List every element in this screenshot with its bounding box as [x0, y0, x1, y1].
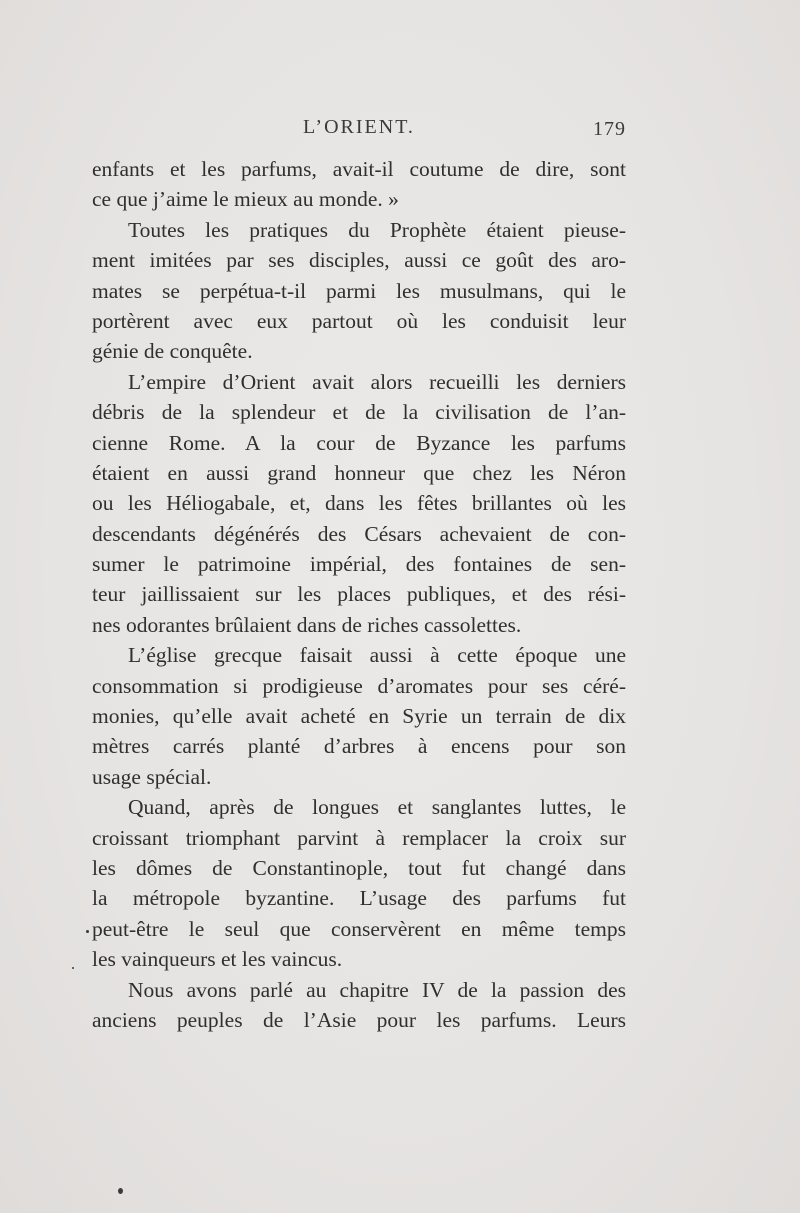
text-line: les dômes de Constantinople, tout fut changé dans — [92, 855, 626, 880]
text-line: Quand, après de longues et sanglantes luttes, le — [128, 795, 626, 820]
text-line: anciens peuples de l’Asie pour les parfums. Leurs — [92, 1007, 626, 1032]
text-line: peut-être le seul que conservèrent en même temps — [92, 916, 626, 941]
text-line: ou les Héliogabale, et, dans les fêtes brillantes où les — [92, 491, 626, 516]
text-line: usage spécial. — [92, 764, 212, 789]
body-text — [92, 154, 626, 1035]
text-line: L’église grecque faisait aussi à cette époque une — [128, 643, 626, 668]
text-line: descendants dégénérés des Césars achevaient de con- — [92, 521, 626, 546]
text-line: sumer le patrimoine impérial, des fontaines de sen- — [92, 552, 626, 577]
text-line: ce que j’aime le mieux au monde. » — [92, 187, 399, 212]
running-title: L’ORIENT. — [303, 116, 415, 138]
text-line: enfants et les parfums, avait-il coutume de dire, sont — [92, 157, 626, 181]
text-line: les vainqueurs et les vaincus. — [92, 947, 343, 972]
text-line: cienne Rome. A la cour de Byzance les parfums — [92, 430, 626, 455]
text-line: la métropole byzantine. L’usage des parfums fut — [92, 886, 626, 911]
text-line: débris de la splendeur et de la civilisation de l’an- — [92, 400, 626, 425]
text-line: consommation si prodigieuse d’aromates pour ses céré- — [92, 673, 626, 698]
text-line: L’empire d’Orient avait alors recueilli les derniers — [128, 369, 626, 394]
text-line: Toutes les pratiques du Prophète étaient pieuse- — [128, 217, 626, 242]
text-line: croissant triomphant parvint à remplacer la croix sur — [92, 825, 626, 850]
text-line: mètres carrés planté d’arbres à encens pour son — [92, 734, 626, 759]
text-line: teur jaillissaient sur les places publiques, et des rési- — [92, 582, 626, 607]
ink-speck — [72, 967, 74, 969]
ink-speck — [118, 1188, 123, 1194]
text-line: portèrent avec eux partout où les conduisit leur — [92, 308, 626, 333]
text-line: étaient en aussi grand honneur que chez les Néron — [92, 460, 626, 485]
text-line: ment imitées par ses disciples, aussi ce goût des aro- — [92, 248, 626, 273]
text-line: monies, qu’elle avait acheté en Syrie un terrain de dix — [92, 704, 626, 729]
page-number: 179 — [593, 118, 626, 140]
text-line: nes odorantes brûlaient dans de riches cassolettes. — [92, 612, 522, 637]
text-line: mates se perpétua-t-il parmi les musulmans, qui le — [92, 278, 626, 303]
page-header — [92, 116, 626, 146]
ink-speck — [86, 930, 89, 933]
text-line: génie de conquête. — [92, 339, 253, 364]
text-line: Nous avons parlé au chapitre IV de la passion des — [128, 977, 626, 1002]
